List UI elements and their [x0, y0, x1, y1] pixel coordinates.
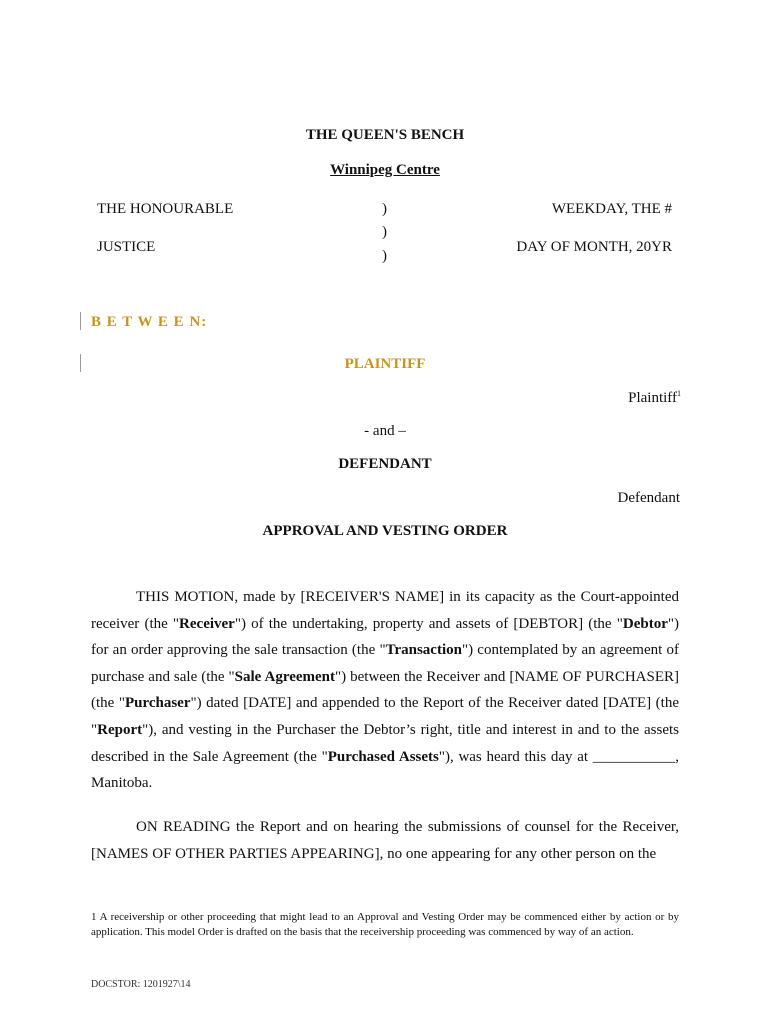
court-name: THE QUEEN'S BENCH — [305, 127, 465, 143]
hearing-date-line1: WEEKDAY, THE # — [551, 201, 672, 217]
defendant-name: DEFENDANT — [338, 456, 432, 472]
bracket-3: ) — [382, 248, 387, 264]
motion-paragraph: THIS MOTION, made by [RECEIVER'S NAME] in its capacity as the Court-appointed receiver (the "Receiver") of the undertaking, property and assets of [DEBTOR] (the "Debtor") for an order approving the sale transaction (the "Transaction") contemplated by an agreement of purchase and sale (the "Sale Agreement") between the Receiver and [NAME OF PURCHASER] (the "Purchaser") dated [DATE] and appended to the Report of the Receiver dated [DATE] (the "Report"), and vesting in the Purchaser the Debtor’s right, title and interest in and to the assets described in the Sale Agreement (the "Purchased Assets"), was heard this day at ___________, Manitoba. — [91, 589, 679, 792]
defendant-role: Defendant — [617, 490, 680, 506]
and-separator: - and – — [364, 423, 406, 439]
hearing-date-line2: DAY OF MONTH, 20YR — [516, 239, 672, 255]
footnote-marker: 1 — [677, 389, 681, 398]
document-id: DOCSTOR: 1201927\14 — [91, 979, 191, 990]
bracket-2: ) — [382, 224, 387, 240]
reading-paragraph: ON READING the Report and on hearing the submissions of counsel for the Receiver, [NAMES OF OTHER PARTIES APPEARING], no one appearing for any other person on the — [91, 819, 679, 862]
plaintiff-role: Plaintiff$^1$ — [628, 389, 681, 406]
bracket-1: ) — [382, 201, 387, 217]
footnote: 1 A receivership or other proceeding that might lead to an Approval and Vesting Order may be commenced either by action or by application. This model Order is drafted on the basis that the receivership proceeding was commenced by way of an action. — [91, 911, 679, 938]
revision-bar — [80, 312, 81, 330]
between-heading: B E T W E E N: — [91, 314, 208, 330]
judge-title-line1: THE HONOURABLE — [97, 201, 234, 217]
judge-title-line2: JUSTICE — [97, 239, 156, 255]
plaintiff-name: PLAINTIFF — [344, 356, 426, 372]
court-centre: Winnipeg Centre — [330, 162, 440, 178]
order-title: APPROVAL AND VESTING ORDER — [262, 523, 508, 539]
